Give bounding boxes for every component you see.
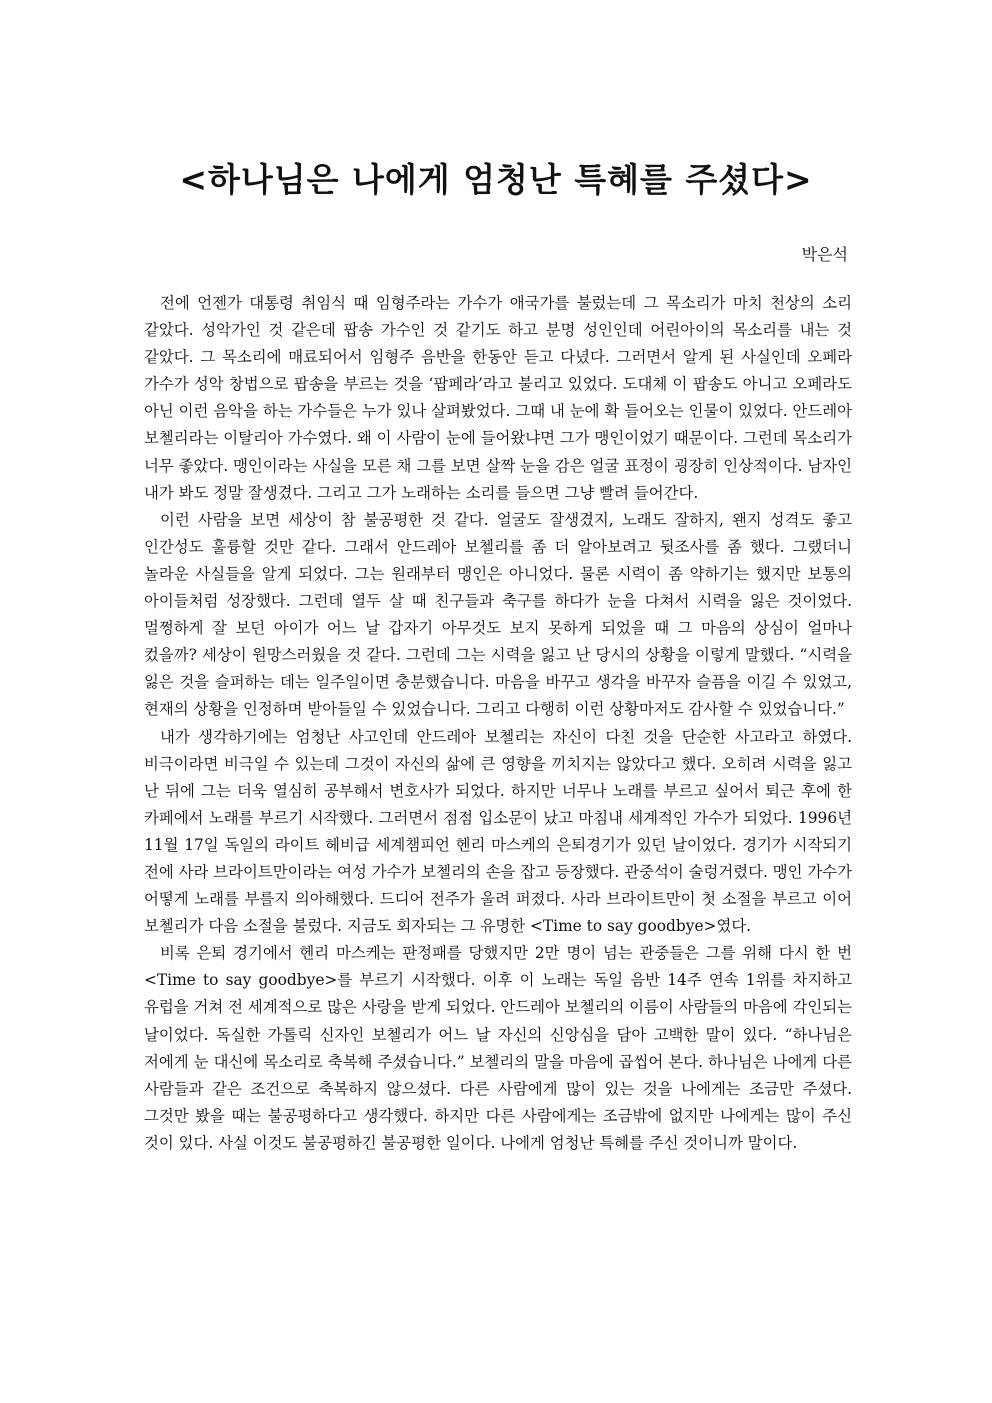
paragraph-3: 내가 생각하기에는 엄청난 사고인데 안드레아 보첼리는 자신이 다친 것을 단순한 사고라고 하였다. 비극이라면 비극일 수 있는데 그것이 자신의 삶에 큰 영향을 끼치지는 않았다고 했다. 오히려 시력을 잃고 난 뒤에 그는 더욱 열심히 공부해서 변호사가 되었다. 하지만 너무나 노래를 부르고 싶어서 퇴근 후에 한 카페에서 노래를 부르기 시작했다. 그러면서 점점 입소문이 났고 마침내 세계적인 가수가 되었다. 1996년 11월 17일 독일의 라이트 헤비급 세계챔피언 헨리 마스케의 은퇴경기가 있던 날이었다. 경기가 시작되기 전에 사라 브라이트만이라는 여성 가수가 보첼리의 손을 잡고 등장했다. 관중석이 술렁거렸다. 맹인 가수가 어떻게 노래를 부를지 의아해했다. 드디어 전주가 울려 퍼졌다. 사라 브라이트만이 첫 소절을 부르고 이어 보첼리가 다음 소절을 불렀다. 지금도 회자되는 그 유명한 <Time to say goodbye>였다. (144, 727, 852, 936)
document-body (144, 290, 852, 1157)
paragraph-2: 이런 사람을 보면 세상이 참 불공평한 것 같다. 얼굴도 잘생겼지, 노래도 잘하지, 왠지 성격도 좋고 인간성도 훌륭할 것만 같다. 그래서 안드레아 보첼리를 좀 더 알아보려고 뒷조사를 좀 했다. 그랬더니 놀라운 사실들을 알게 되었다. 그는 원래부터 맹인은 아니었다. 물론 시력이 좀 약하기는 했지만 보통의 아이들처럼 성장했다. 그런데 열두 살 때 친구들과 축구를 하다가 눈을 다쳐서 시력을 잃은 것이었다. 멀쩡하게 잘 보던 아이가 어느 날 갑자기 아무것도 보지 못하게 되었을 때 그 마음의 상심이 얼마나 컸을까? 세상이 원망스러웠을 것 같다. 그런데 그는 시력을 잃고 난 당시의 상황을 이렇게 말했다. “시력을 잃은 것을 슬퍼하는 데는 일주일이면 충분했습니다. 마음을 바꾸고 생각을 바꾸자 슬픔을 이길 수 있었고, 현재의 상황을 인정하며 받아들일 수 있었습니다. 그리고 다행히 이런 상황마저도 감사할 수 있었습니다.” (144, 510, 852, 719)
document-title: <하나님은 나에게 엄청난 특혜를 주셨다> (179, 160, 813, 199)
paragraph-4: 비록 은퇴 경기에서 헨리 마스케는 판정패를 당했지만 2만 명이 넘는 관중들은 그를 위해 다시 한 번 <Time to say goodbye>를 부르기 시작했다. 이후 이 노래는 독일 음반 14주 연속 1위를 차지하고 유럽을 거쳐 전 세계적으로 많은 사랑을 받게 되었다. 안드레아 보첼리의 이름이 사람들의 마음에 각인되는 날이었다. 독실한 가톨릭 신자인 보첼리가 어느 날 자신의 신앙심을 담아 고백한 말이 있다. “하나님은 저에게 눈 대신에 목소리로 축복해 주셨습니다.” 보첼리의 말을 마음에 곱씹어 본다. 하나님은 나에게 다른 사람들과 같은 조건으로 축복하지 않으셨다. 다른 사람에게 많이 있는 것을 나에게는 조금만 주셨다. 그것만 봤을 때는 불공평하다고 생각했다. 하지만 다른 사람에게는 조금밖에 없지만 나에게는 많이 주신 것이 있다. 사실 이것도 불공평하긴 불공평한 일이다. 나에게 엄청난 특혜를 주신 것이니까 말이다. (144, 944, 852, 1152)
paragraph-1: 전에 언젠가 대통령 취임식 때 임형주라는 가수가 애국가를 불렀는데 그 목소리가 마치 천상의 소리 같았다. 성악가인 것 같은데 팝송 가수인 것 같기도 하고 분명 성인인데 어린아이의 목소리를 내는 것 같았다. 그 목소리에 매료되어서 임형주 음반을 한동안 듣고 다녔다. 그러면서 알게 된 사실인데 오페라 가수가 성악 창법으로 팝송을 부르는 것을 ‘팝페라’라고 불리고 있었다. 도대체 이 팝송도 아니고 오페라도 아닌 이런 음악을 하는 가수들은 누가 있나 살펴봤었다. 그때 내 눈에 확 들어오는 인물이 있었다. 안드레아 보첼리라는 이탈리아 가수였다. 왜 이 사람이 눈에 들어왔냐면 그가 맹인이었기 때문이다. 그런데 목소리가 너무 좋았다. 맹인이라는 사실을 모른 채 그를 보면 살짝 눈을 감은 얼굴 표정이 굉장히 인상적이다. 남자인 내가 봐도 정말 잘생겼다. 그리고 그가 노래하는 소리를 들으면 그냥 빨려 들어간다. (144, 294, 852, 502)
author-name: 박은석 (801, 245, 848, 264)
